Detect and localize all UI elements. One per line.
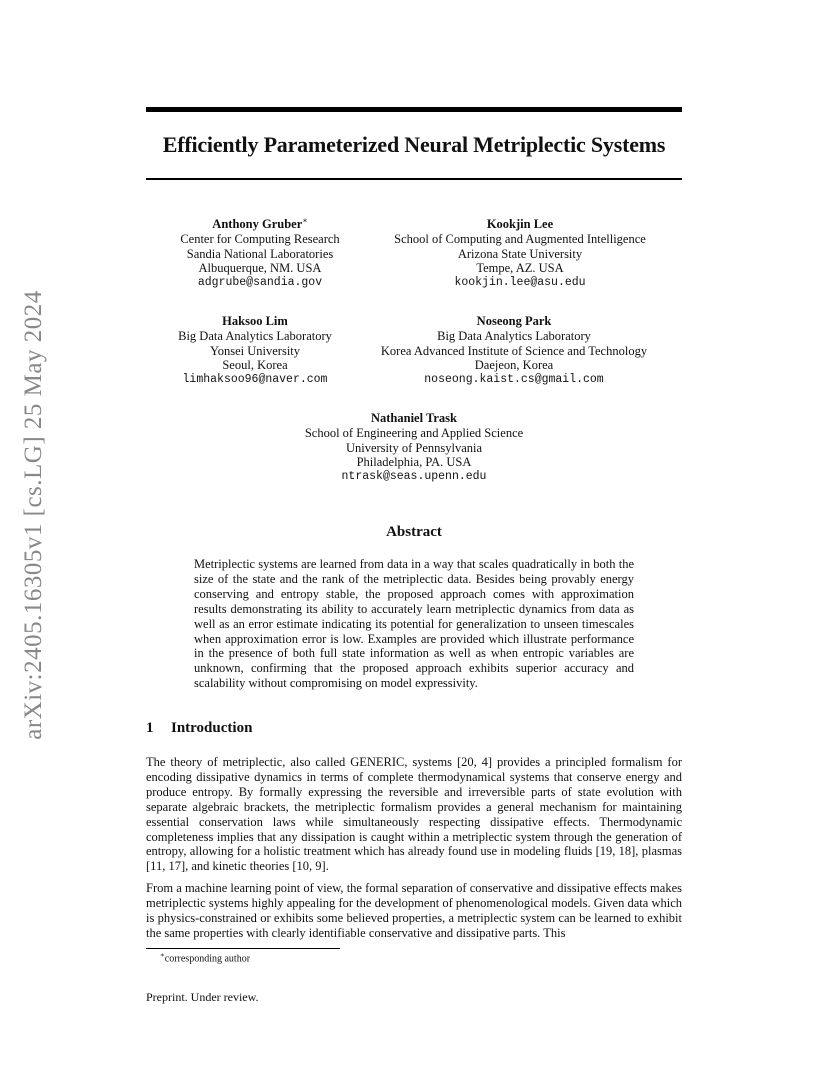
intro-paragraph-1: The theory of metriplectic, also called GENERIC, systems [20, 4] provides a principled formalism for encoding dissipative dynamics in terms of complete thermodynamical systems that conserve energy and produce entropy. By formally expressing the reversible and irreversible parts of state evolution with separate algebraic brackets, the metriplectic formalism provides a general mechanism for maintaining essential conservation laws while simultaneously respecting dissipative effects. Thermodynamic completeness implies that any dissipation is caught within a metriplectic system through the generation of entropy, allowing for a holistic treatment which has already found use in modeling fluids [19, 18], plasmas [11, 17], and kinetic theories [10, 9].: [146, 755, 682, 874]
preprint-notice: Preprint. Under review.: [146, 990, 259, 1004]
author-email: adgrube@sandia.gov: [197, 276, 323, 290]
footnote: [160, 951, 250, 964]
author-location: Tempe, AZ. USA: [476, 261, 564, 276]
title-bottom-rule: [146, 178, 682, 180]
author-affiliation: Center for Computing Research: [180, 231, 340, 246]
section-title: Introduction: [171, 720, 253, 736]
author-institution: Yonsei University: [209, 343, 301, 358]
author-name: Nathaniel Trask: [370, 411, 457, 425]
author-institution: Sandia National Laboratories: [186, 246, 334, 261]
author-block-gruber: [166, 217, 354, 291]
author-name: Anthony Gruber∗: [212, 215, 308, 231]
author-email: noseong.kaist.cs@gmail.com: [424, 373, 604, 387]
footnote-rule: [146, 948, 340, 949]
footnote-mark: ∗: [160, 951, 165, 959]
author-affiliation: School of Computing and Augmented Intelligence: [394, 231, 646, 246]
section-heading: [146, 720, 252, 737]
author-institution: University of Pennsylvania: [345, 440, 483, 455]
footnote-mark: ∗: [302, 215, 308, 225]
author-location: Daejeon, Korea: [474, 358, 554, 373]
footnote-text: corresponding author: [164, 953, 251, 965]
author-email: kookjin.lee@asu.edu: [454, 276, 586, 290]
author-location: Albuquerque, NM. USA: [198, 261, 322, 276]
author-affiliation: Big Data Analytics Laboratory: [437, 328, 591, 343]
title-top-rule: [146, 107, 682, 112]
intro-paragraph-2: From a machine learning point of view, the formal separation of conservative and dissipative effects makes metriplectic systems highly appealing for the development of phenomenological models. Given data which is physics-constrained or exhibits some believed properties, a metriplectic system can be learned to exhibit the same properties with clearly identifiable conservative and dissipative parts. This: [146, 881, 682, 940]
author-affiliation: Big Data Analytics Laboratory: [178, 328, 332, 343]
author-name: Kookjin Lee: [486, 217, 554, 231]
paper-title: Efficiently Parameterized Neural Metriplectic Systems: [162, 132, 666, 157]
author-name: Haksoo Lim: [222, 314, 288, 328]
arxiv-sidebar-stamp: arXiv:2405.16305v1 [cs.LG] 25 May 2024: [20, 290, 47, 740]
author-affiliation: School of Engineering and Applied Science: [304, 425, 524, 440]
author-block-lim: [160, 314, 350, 388]
author-block-lee: [370, 217, 670, 291]
author-email: limhaksoo96@naver.com: [182, 373, 328, 387]
author-location: Philadelphia, PA. USA: [356, 455, 472, 470]
author-institution: Korea Advanced Institute of Science and Technology: [380, 343, 648, 358]
section-number: 1: [146, 720, 154, 736]
abstract-heading: Abstract: [386, 524, 442, 540]
author-name: Noseong Park: [476, 314, 552, 328]
author-block-trask: [264, 411, 564, 485]
author-institution: Arizona State University: [457, 246, 583, 261]
author-block-park: [360, 314, 668, 388]
author-location: Seoul, Korea: [222, 358, 288, 373]
abstract-text: Metriplectic systems are learned from data in a way that scales quadratically in both the size of the state and the rank of the metriplectic data. Besides being provably energy conserving and entropy stable, the proposed approach comes with approximation results demonstrating its ability to accurately learn metriplectic dynamics from data as well as an error estimate indicating its potential for generalization to unseen timescales when approximation error is low. Examples are provided which illustrate performance in the presence of both full state information as well as when entropic variables are unknown, confirming that the proposed approach exhibits superior accuracy and scalability without compromising on model expressivity.: [194, 557, 634, 691]
author-email: ntrask@seas.upenn.edu: [341, 470, 487, 484]
